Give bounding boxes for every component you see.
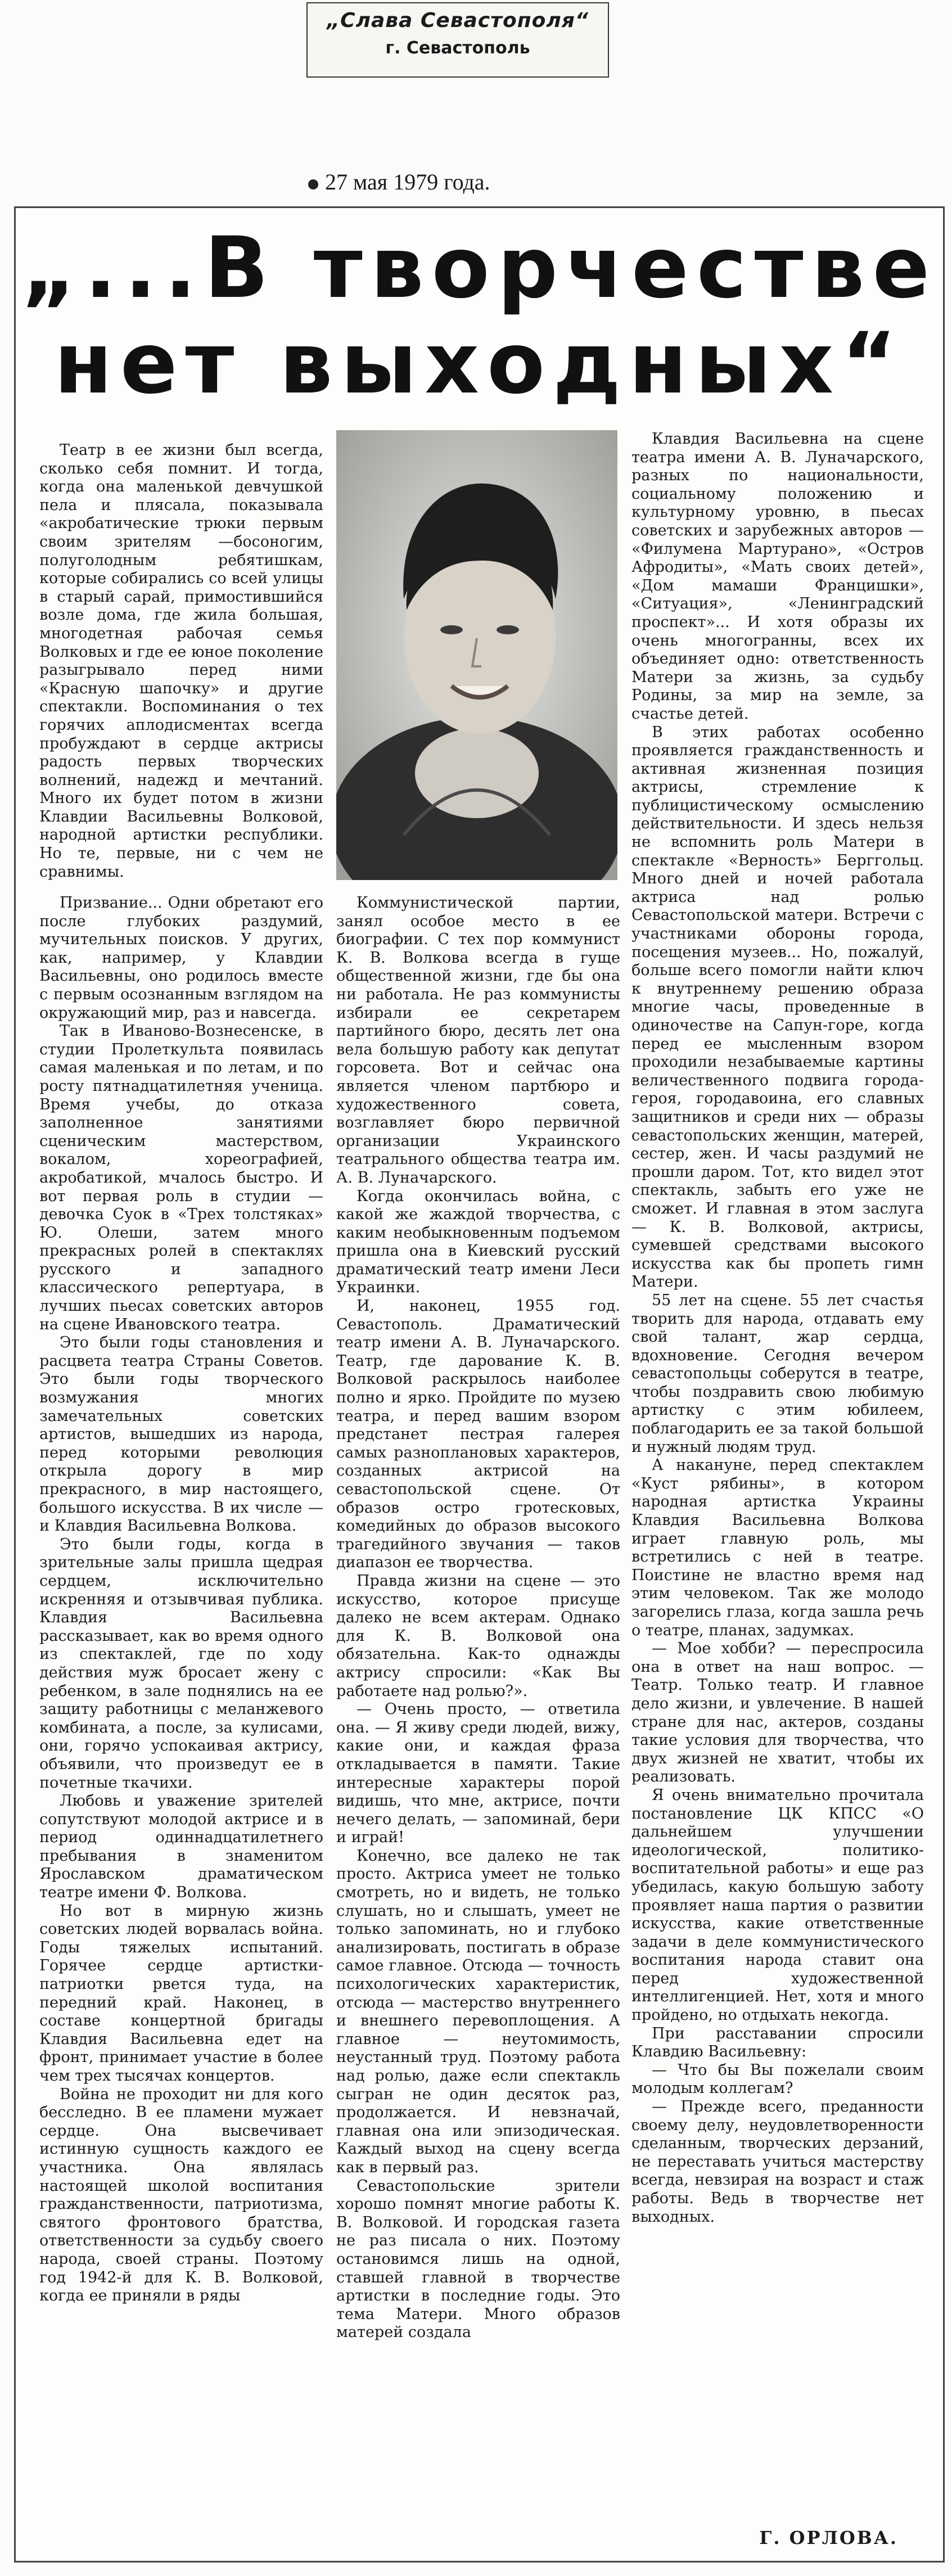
column-left-bottom — [39, 894, 323, 2542]
article-paragraph: Коммунистической партии, занял особое место в ее биографии. С тех пор коммунист К. В. Волкова всегда в гуще общественной жизни, где бы она ни работала. Не раз коммунисты избирали ее секретарем партийного бюро, десять лет она вела большую работу как депутат горсовета. Вот и сейчас она является членом партбюро и художественного совета, возглавляет бюро первичной организации Украинского театрального общества театра им. А. В. Луначарского. — [336, 894, 620, 1187]
article-paragraph: — Очень просто, — ответила она. — Я живу среди людей, вижу, какие они, и каждая фраза откладывается в памяти. Такие интересные характеры порой видишь, что мне, актрисе, почти нечего делать, — запоминай, бери и играй! — [336, 1700, 620, 1847]
publication-date-text: 27 мая 1979 года. — [325, 169, 490, 195]
column-left-top — [39, 441, 323, 886]
portrait-photo — [336, 430, 617, 880]
article-paragraph: Театр в ее жизни был всегда, сколько себя помнит. И тогда, когда она маленькой девчушкой пела и плясала, показывала «акробатические трюки первым своим зрителям —босоногим, полуголодным ребятишкам, которые собирались со всей улицы в старый сарай, примостившийся возле дома, где жила большая, многодетная рабочая семья Волковых и где ее юное поколение разыгрывало перед ними «Красную шапочку» и другие спектакли. Воспоминания о тех горячих аплодисментах всегда пробуждают в сердце актрисы радость первых творческих волнений, надежд и мечтаний. Много их будет потом в жизни Клавдии Васильевны Волковой, народной артистки республики. Но те, первые, ни с чем не сравнимы. — [39, 441, 323, 881]
article-paragraph: Любовь и уважение зрителей сопутствуют молодой актрисе и в период одиннадцатилетнего пребывания в знаменитом Ярославском драматическом театре имени Ф. Волкова. — [39, 1792, 323, 1902]
article-paragraph: Клавдия Васильевна на сцене театра имени А. В. Луначарского, разных по национальности, социальному положению и культурному уровню, в пьесах советских и зарубежных авторов — «Филумена Мартурано», «Остров Афродиты», «Мать своих детей», «Дом мамаши Францишки», «Ситуация», «Ленинградский проспект»... И хотя образы их очень многогранны, всех их объединяет одно: ответственность Матери за жизнь, за судьбу Родины, за мир на земле, за счастье детей. — [631, 430, 924, 723]
article-paragraph: Конечно, все далеко не так просто. Актриса умеет не только смотреть, но и видеть, не только слушать, но и слышать, умеет не только запоминать, но и глубоко анализировать, постигать в образе самое главное. Отсюда — точность психологических характеристик, отсюда — мастерство внутреннего и внешнего перевоплощения. А главное — неутомимость, неустанный труд. Поэтому работа над ролью, даже если спектакль сыгран не один десяток раз, продолжается. И невзначай, главная она или эпизодическая. Каждый выход на сцену всегда как в первый раз. — [336, 1847, 620, 2176]
article-paragraph: Но вот в мирную жизнь советских людей ворвалась война. Годы тяжелых испытаний. Горячее сердце артистки-патриотки рвется туда, на передний край. Наконец, в составе концертной бригады Клавдия Васильевна едет на фронт, принимает участие в более чем трех тысячах концертов. — [39, 1902, 323, 2085]
article-paragraph: И, наконец, 1955 год. Севастополь. Драматический театр имени А. В. Луначарского. Театр, где дарование К. В. Волковой раскрылось наиболее полно и ярко. Пройдите по музею театра, и перед вашим взором предстанет пестрая галерея самых разноплановых характеров, созданных актрисой на севастопольской сцене. От образов остро гротесковых, комедийных до образов высокого трагедийного звучания — таков диапазон ее творчества. — [336, 1297, 620, 1572]
publication-date — [308, 169, 490, 195]
masthead — [306, 2, 609, 78]
portrait-illustration — [336, 430, 617, 880]
article-paragraph: В этих работах особенно проявляется гражданственность и активная жизненная позиция актрисы, стремление к публицистическому осмыслению действительности. И здесь нельзя не вспомнить роль Матери в спектакле «Верность» Берггольц. Много дней и ночей работала актриса над ролью Севастопольской матери. Встречи с участниками обороны города, посещения музеев... Но, пожалуй, больше всего помогли найти ключ к внутреннему решению образа многие часы, проведенные в одиночестве на Сапун-горе, когда перед ее мысленным взором проходили незабываемые картины величественного подвига города-героя, городавоина, его славных защитников и среди них — образы севастопольских женщин, матерей, сестер, жен. И часы раздумий не прошли даром. Тот, кто видел этот спектакль, забыть его уже не сможет. И главная в этом заслуга — К. В. Волковой, актрисы, сумевшей средствами высокого искусства как бы пропеть гимн Матери. — [631, 723, 924, 1291]
headline-line-1: „...В творчестве — [21, 219, 938, 317]
article-paragraph: Я очень внимательно прочитала постановление ЦК КПСС «О дальнейшем улучшении идеологической, политико-воспитательной работы» и еще раз убедилась, какую большую заботу проявляет наша партия о развитии искусства, какие ответственные задачи в деле коммунистического воспитания народа ставит она перед художественной интеллигенцией. Нет, хотя и много пройдено, но отдыхать некогда. — [631, 1786, 924, 2024]
column-middle-bottom — [336, 894, 620, 2542]
article-clipping — [14, 206, 945, 2563]
article-paragraph: Так в Иваново-Вознесенске, в студии Пролеткульта появилась самая маленькая и по летам, и по росту пятнадцатилетняя ученица. Время учебы, до отказа заполненное занятиями сценическим мастерством, вокалом, хореографией, акробатикой, мчалось быстро. И вот первая роль в студии — девочка Суок в «Трех толстяках» Ю. Олеши, затем много прекрасных ролей в спектаклях русского и западного классического репертуара, в лучших пьесах советских авторов на сцене Ивановского театра. — [39, 1022, 323, 1333]
article-paragraph: Война не проходит ни для кого бесследно. В ее пламени мужает сердце. Она высвечивает истинную сущность каждого ее участника. Она являлась настоящей школой воспитания гражданственности, патриотизма, святого фронтового братства, ответственности за судьбу своего народа, своей страны. Поэтому год 1942-й для К. В. Волковой, когда ее приняли в ряды — [39, 2085, 323, 2305]
newspaper-city: г. Севастополь — [385, 38, 530, 58]
article-paragraph: Правда жизни на сцене — это искусство, которое присуще далеко не всем актерам. Однако для К. В. Волковой она обязательна. Как-то однажды актрису спросили: «Как Вы работаете над ролью?». — [336, 1572, 620, 1700]
article-paragraph: — Мое хобби? — переспросила она в ответ на наш вопрос. — Театр. Только театр. И главное дело жизни, и увлечение. В нашей стране для нас, актеров, созданы такие условия для творчества, что двух жизней не хватит, чтобы их реализовать. — [631, 1640, 924, 1786]
author-signature: Г. ОРЛОВА. — [759, 2527, 898, 2548]
column-right-top — [631, 430, 924, 2314]
bullet-icon — [308, 179, 318, 190]
article-paragraph: — Что бы Вы пожелали своим молодым коллегам? — [631, 2061, 924, 2097]
article-paragraph: Это были годы становления и расцвета театра Страны Советов. Это были годы творческого возмужания многих замечательных советских артистов, вышедших из народа, перед которыми революция открыла дорогу в мир прекрасного, в мир настоящего, большого искусства. В их числе — и Клавдия Васильевна Волкова. — [39, 1334, 323, 1535]
article-paragraph: Это были годы, когда в зрительные залы пришла щедрая сердцем, исключительно искренняя и отзывчивая публика. Клавдия Васильевна рассказывает, как во время одного из спектаклей, где по ходу действия муж бросает жену с ребенком, в зале поднялись на ее защиту работницы с меланжевого комбината, а после, за кулисами, они, горячо успокаивая актрису, объявили, что произведут ее в почетные ткачихи. — [39, 1535, 323, 1792]
newspaper-name: „Слава Севастополя“ — [327, 9, 589, 32]
article-paragraph: 55 лет на сцене. 55 лет счастья творить для народа, отдавать ему свой талант, жар сердца, вдохновение. Сегодня вечером севастопольцы соберутся в театре, чтобы поздравить свою любимую артистку с этим юбилеем, поблагодарить ее за такой большой и нужный людям труд. — [631, 1291, 924, 1456]
article-paragraph: А накануне, перед спектаклем «Куст рябины», в котором народная артистка Украины Клавдия Васильевна Волкова играет главную роль, мы встретились с ней в театре. Поистине не властно время над этим человеком. Так же молодо загорелись глаза, когда зашла речь о театре, планах, задумках. — [631, 1456, 924, 1639]
headline-line-2: нет выходных“ — [54, 315, 905, 413]
article-paragraph: Севастопольские зрители хорошо помнят многие работы К. В. Волковой. И городская газета не раз писала о них. Поэтому остановимся лишь на одной, ставшей главной в творчестве артистки в последние годы. Это тема Матери. Много образов матерей создала — [336, 2177, 620, 2342]
article-paragraph: Призвание... Одни обретают его после глубоких раздумий, мучительных поисков. У других, как, например, у Клавдии Васильевны, оно родилось вместе с первым осознанным взглядом на окружающий мир, раз и навсегда. — [39, 894, 323, 1022]
article-paragraph: — Прежде всего, преданности своему делу, неудовлетворенности сделанным, творческих дерзаний, не переставать учиться мастерству всегда, невзирая на возраст и стаж работы. Ведь в творчестве нет выходных. — [631, 2098, 924, 2226]
article-paragraph: При расставании спросили Клавдию Васильевну: — [631, 2024, 924, 2061]
article-paragraph: Когда окончилась война, с какой же жаждой творчества, с каким необыкновенным подъемом пришла она в Киевский русский драматический театр имени Леси Украинки. — [336, 1187, 620, 1297]
